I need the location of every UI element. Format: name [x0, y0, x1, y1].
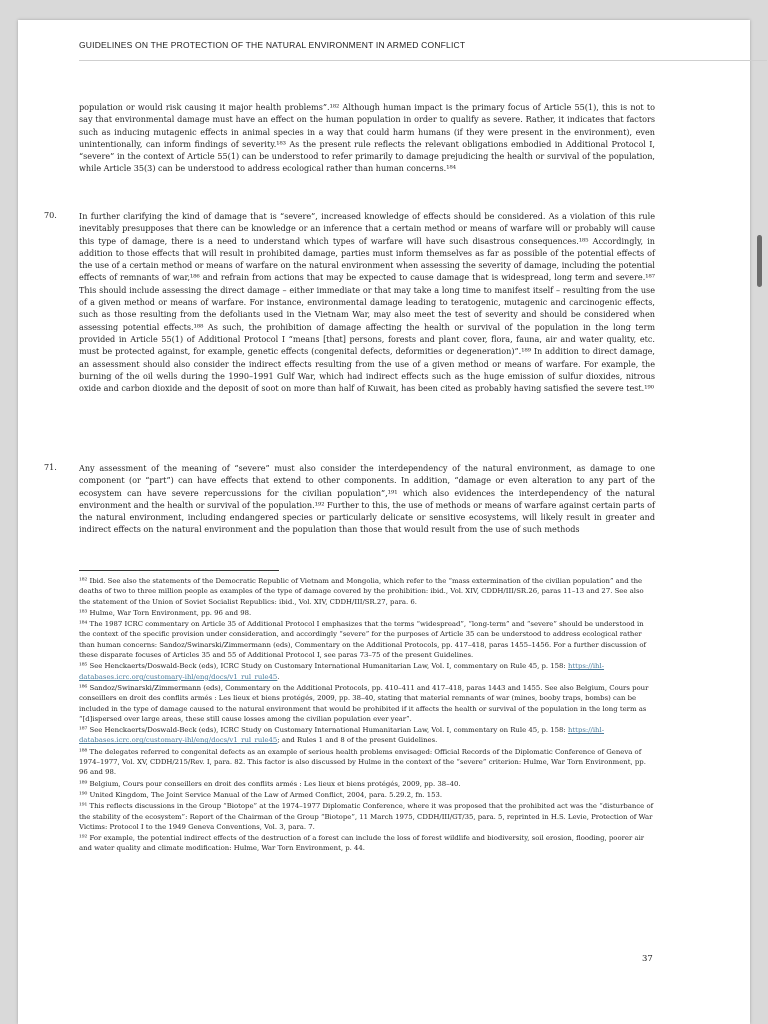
footnote-185	[79, 661, 655, 682]
paragraph-71: Any assessment of the meaning of “severe” must also consider the interdependency of the natural environment, as damage to one component (or “part”) can have effects that extend to other components. In addition, “damage or even alteration to any part of the ecosystem can have severe repercussions for the civilian population”,¹⁹¹ which also evidences the interdependency of the natural environment and the health or survival of the population.¹⁹² Further to this, the use of methods or means of warfare against certain parts of the natural environment, including endangered species or particularly delicate or sensitive ecosystems, will likely result in greater and indirect effects on the natural environment and the population than those that would result from the use of such methods	[79, 463, 655, 535]
scrollbar-thumb[interactable]	[757, 235, 762, 287]
footnote-182: ¹⁸² Ibid. See also the statements of the Democratic Republic of Vietnam and Mongolia, which refer to the “mass extermination of the civilian population” and the deaths of two to three million people as examples of the type of damage covered by the prohibition: ibid., Vol. XIV, CDDH/III/SR.26, paras 11–13 and 27. See also the statement of the Union of Soviet Socialist Republics: ibid., Vol. XIV, CDDH/III/SR.27, para. 6.	[79, 577, 644, 606]
running-header: GUIDELINES ON THE PROTECTION OF THE NATURAL ENVIRONMENT IN ARMED CONFLICT	[79, 40, 466, 50]
footnote-191: ¹⁹¹ This reflects discussions in the Group “Biotope” at the 1974–1977 Diplomatic Conference, where it was proposed that the prohibited act was the “disturbance of the stability of the ecosystem”: Report of the Chairman of the Group “Biotope”, 11 March 1975, CDDH/III/GT/35, para. 5, reprinted in H.S. Levie, Protection of War Victims: Protocol I to the 1949 Geneva Conventions, Vol. 3, para. 7.	[79, 802, 654, 831]
footnote-186: ¹⁸⁶ Sandoz/Swinarski/Zimmermann (eds), Commentary on the Additional Protocols, pp. 410–411 and 417–418, paras 1443 and 1455. See also Belgium, Cours pour conseillers en droit des conflits armés : Les lieux et biens protégés, 2009, pp. 38–40, stating that material remnants of war (mines, booby traps, bombs) can be included in the type of damage caused to the natural environment that would be prohibited if it affects the health or survival of the population in the long term as “[d]ispersed over large areas, these still cause losses among the civilian population ever year”.	[79, 683, 649, 723]
footnote-192: ¹⁹² For example, the potential indirect effects of the destruction of a forest can include the loss of forest wildlife and biodiversity, soil erosion, flooding, poorer air and water quality and climate modification: Hulme, War Torn Environment, p. 44.	[79, 834, 645, 853]
footnote-187	[79, 725, 655, 746]
footnote-185-text: ¹⁸⁵ See Henckaerts/Doswald-Beck (eds), ICRC Study on Customary International Humanitarian Law, Vol. I, commentary on Rule 45, p. 158:	[79, 662, 566, 671]
footnote-185-tail: .	[277, 672, 280, 681]
paragraph-number-71: 71.	[44, 462, 57, 472]
footnote-187-tail: ; and Rules 1 and 8 of the present Guidelines.	[277, 736, 438, 745]
paragraph-continuation: population or would risk causing it major health problems”.¹⁸² Although human impact is the primary focus of Article 55(1), this is not to say that environmental damage must have an effect on the human population in order to qualify as severe. Rather, it indicates that factors such as inducing mutagenic effects in animal species in a way that could harm humans (if they were present in the environment), even unintentionally, can inform findings of severity.¹⁸³ As the present rule reflects the relevant obligations embodied in Additional Protocol I, “severe” in the context of Article 55(1) can be understood to refer primarily to damage prejudicing the health or survival of the population, while Article 35(3) can be understood to address ecological rather than human concerns.¹⁸⁴	[79, 102, 655, 174]
footnote-184: ¹⁸⁴ The 1987 ICRC commentary on Article 35 of Additional Protocol I emphasizes that the terms “widespread”, “long-term” and “severe” should be understood in the context of the specific provision under consideration, and accordingly “severe” for the purposes of Article 35 can be understood to address ecological rather than human concerns: Sandoz/Swinarski/Zimmermann (eds), Commentary on the Additional Protocols, pp. 417–418, paras 1455–1456. For a further discussion of these disparate focuses of Articles 35 and 55 of Additional Protocol I, see paras 73–75 of the present Guidelines.	[79, 620, 647, 660]
paragraph-70: In further clarifying the kind of damage that is “severe”, increased knowledge of effects should be considered. As a violation of this rule inevitably presupposes that there can be knowledge or an inference that a certain method or means of warfare will or probably will cause this type of damage, there is a need to understand which types of warfare will have such disastrous consequences.¹⁸⁵ Accordingly, in addition to those effects that will result in prohibited damage, parties must inform themselves as far as possible of the potential effects of the use of a certain method or means of warfare on the natural environment when assessing the severity of damage, including the potential effects of remnants of war,¹⁸⁶ and refrain from actions that may be expected to cause damage that is widespread, long term and severe.¹⁸⁷ This should include assessing the direct damage – either immediate or that may take a long time to manifest itself – resulting from the use of a given method or means of warfare. For instance, environmental damage leading to teratogenic, mutagenic and carcinogenic effects, such as those resulting from the defoliants used in the Vietnam War, may also meet the test of severity and should be considered when assessing potential effects.¹⁸⁸ As such, the prohibition of damage affecting the health or survival of the population in the long term provided in Article 55(1) of Additional Protocol I “means [that] persons, forests and plant cover, flora, fauna, air and water quality, etc. must be protected against, for example, genetic effects (congenital defects, deformities or degeneration)”.¹⁸⁹ In addition to direct damage, an assessment should also consider the indirect effects resulting from the use of a given method or means of warfare. For example, the burning of the oil wells during the 1990–1991 Gulf War, which had indirect effects such as the huge emission of sulfur dioxides, nitrous oxide and carbon dioxide and the deposit of soot on more than half of Kuwait, has been cited as probably having satisfied the severe test.¹⁹⁰	[79, 211, 655, 394]
footnote-189: ¹⁸⁹ Belgium, Cours pour conseillers en droit des conflits armés : Les lieux et biens protégés, 2009, pp. 38–40.	[79, 779, 461, 788]
footnote-183: ¹⁸³ Hulme, War Torn Environment, pp. 96 and 98.	[79, 608, 252, 617]
header-divider	[79, 60, 767, 61]
footnote-185-link[interactable]: https://ihl-databases.icrc.org/customary-ihl/eng/docs/v1_rul_rule45	[79, 662, 605, 681]
footnote-divider	[79, 570, 279, 571]
footnote-188: ¹⁸⁸ The delegates referred to congenital defects as an example of serious health problems envisaged: Official Records of the Diplomatic Conference of Geneva of 1974–1977, Vol. XV, CDDH/215/Rev. I, para. 82. This factor is also discussed by Hulme in the context of the “severe” criterion: Hulme, War Torn Environment, pp. 96 and 98.	[79, 747, 646, 777]
footnotes	[79, 576, 655, 855]
footnote-187-text: ¹⁸⁷ See Henckaerts/Doswald-Beck (eds), ICRC Study on Customary International Humanitarian Law, Vol. I, commentary on Rule 45, p. 158:	[79, 726, 566, 735]
footnote-190: ¹⁹⁰ United Kingdom, The Joint Service Manual of the Law of Armed Conflict, 2004, para. 5.29.2, fn. 153.	[79, 790, 443, 799]
page-number: 37	[642, 954, 653, 964]
footnote-187-link[interactable]: https://ihl-databases.icrc.org/customary-ihl/eng/docs/v1_rul_rule45	[79, 726, 605, 745]
paragraph-number-70: 70.	[44, 210, 57, 220]
